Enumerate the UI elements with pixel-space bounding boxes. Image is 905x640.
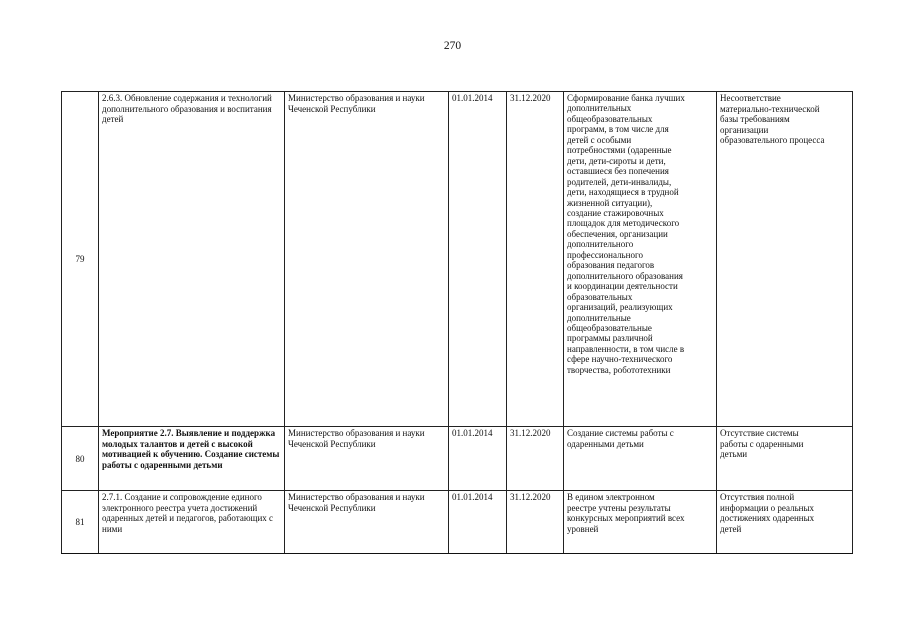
end-date-cell: 31.12.2020 [507, 491, 564, 554]
expected-result-cell: Сформирование банка лучших дополнительных общеобразовательных программ, в том числе для детей с особыми потребностями (одаренные дети, дети-сироты и дети, оставшиеся без попечения родителей, дети-инвалиды, дети, находящиеся в трудной жизненной ситуации), создание стажировочных площадок для методического обеспечения, организации дополнительного профессионального образования педагогов дополнительного образования и координации деятельности образовательных организаций, реализующих дополнительные общеобразовательные программы различной направленности, в том числе в сфере научно-технического творчества, робототехники [564, 92, 717, 427]
risk-cell: Отсутствие системы работы с одаренными детьми [717, 427, 853, 491]
row-number: 80 [62, 427, 99, 491]
activity-title: 2.7.1. Создание и сопровождение единого электронного реестра учета достижений одаренных детей и педагогов, работающих с ними [99, 491, 285, 554]
executor-cell: Министерство образования и науки Чеченской Республики [285, 491, 449, 554]
page-number: 270 [443, 40, 462, 52]
row-number: 79 [62, 92, 99, 427]
table-row [62, 491, 853, 554]
risk-cell: Отсутствия полной информации о реальных достижениях одаренных детей [717, 491, 853, 554]
start-date-cell: 01.01.2014 [449, 491, 507, 554]
table-row [62, 427, 853, 491]
start-date-cell: 01.01.2014 [449, 92, 507, 427]
plan-table [61, 91, 853, 554]
end-date-cell: 31.12.2020 [507, 427, 564, 491]
end-date-cell: 31.12.2020 [507, 92, 564, 427]
executor-cell: Министерство образования и науки Чеченской Республики [285, 92, 449, 427]
activity-title: Мероприятие 2.7. Выявление и поддержка молодых талантов и детей с высокой мотивацией к обучению. Создание системы работы с одаренными детьми [99, 427, 285, 491]
expected-result-cell: В едином электронном реестре учтены результаты конкурсных мероприятий всех уровней [564, 491, 717, 554]
start-date-cell: 01.01.2014 [449, 427, 507, 491]
executor-cell: Министерство образования и науки Чеченской Республики [285, 427, 449, 491]
expected-result-cell: Создание системы работы с одаренными детьми [564, 427, 717, 491]
risk-cell: Несоответствие материально-технической базы требованиям организации образовательного процесса [717, 92, 853, 427]
table-row [62, 92, 853, 427]
activity-title: 2.6.3. Обновление содержания и технологий дополнительного образования и воспитания детей [99, 92, 285, 427]
row-number: 81 [62, 491, 99, 554]
